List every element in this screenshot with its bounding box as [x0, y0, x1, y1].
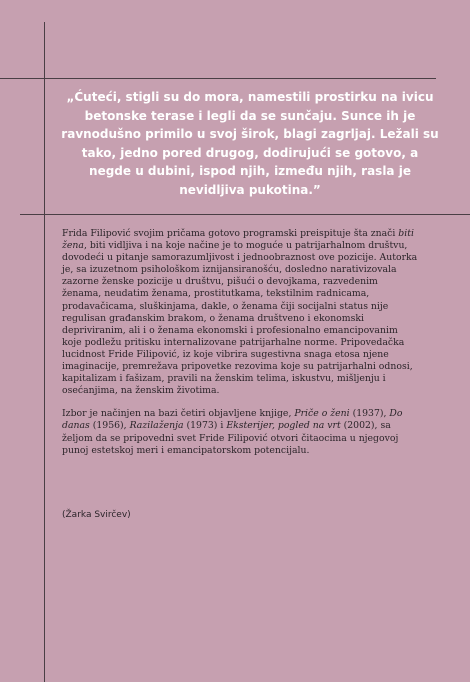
emphasis: biti žena [62, 228, 414, 252]
blurb-paragraph-1: Frida Filipović svojim pričama gotovo programski preispituje šta znači biti žena, biti vidljiva i na koje načine je to moguće u patrijarhalnom društvu, dovodeći u pitanje samorazumljivost i jednoobraznost ove pozicije. Autorka je, sa izuzetnom psihološkom iznijansiranošću, dosledno narativizovala zazorne ženske pozicije u društvu, pišući o devojkama, razvedenim ženama, neudatim ženama, prostitutkama, tekstilnim radnicama, prodavačicama, sluškinjama, dakle, o ženama čiji socijalni status nije regulisan građanskim brakom, o ženama društveno i ekonomski depriviranim, ali i o ženama ekonomski i profesionalno emancipovanim koje podležu pritisku internalizovane patrijarhalne norme. Pripovedačka lucidnost Fride Filipović, iz koje vibrira sugestivna snaga etosa njene imaginacije, premrežava pripovetke rezovima koje su patrijarhalni odnosi, kapitalizam i fašizam, pravili na ženskim telima, iskustvu, mišljenju i osećanjima, na ženskim životima. [62, 228, 418, 397]
book-title: Eksterijer, pogled na vrt [226, 420, 341, 432]
signature: (Žarka Svirčev) [62, 510, 131, 520]
blurb-paragraph-2: Izbor je načinjen na bazi četiri objavljene knjige, Priče o ženi (1937), Do danas (1956), Razilaženja (1973) i Eksterijer, pogled na vrt (2002), sa željom da se pripovedni svet Fride Filipović otvori čitaocima u njegovoj punoj estetskoj meri i emancipatorskom potencijalu. [62, 408, 403, 456]
book-title: Razilaženja [129, 420, 184, 432]
top-horizontal-rule [0, 78, 436, 79]
pull-quote: „Ćuteći, stigli su do mora, namestili prostirku na ivicu betonske terase i legli da se sunčaju. Sunce ih je ravnodušno primilo u svoj širok, blagi zagrljaj. Ležali su tako, jedno pored drugog, dodirujući se gotovo, a negde u dubini, ispod njih, između njih, rasla je nevidljiva pukotina.” [61, 90, 439, 197]
book-title: Do danas [62, 408, 403, 432]
bottom-horizontal-rule [20, 214, 470, 215]
blurb [62, 228, 418, 468]
book-title: Priče o ženi [294, 408, 350, 420]
vertical-rule [44, 22, 45, 682]
